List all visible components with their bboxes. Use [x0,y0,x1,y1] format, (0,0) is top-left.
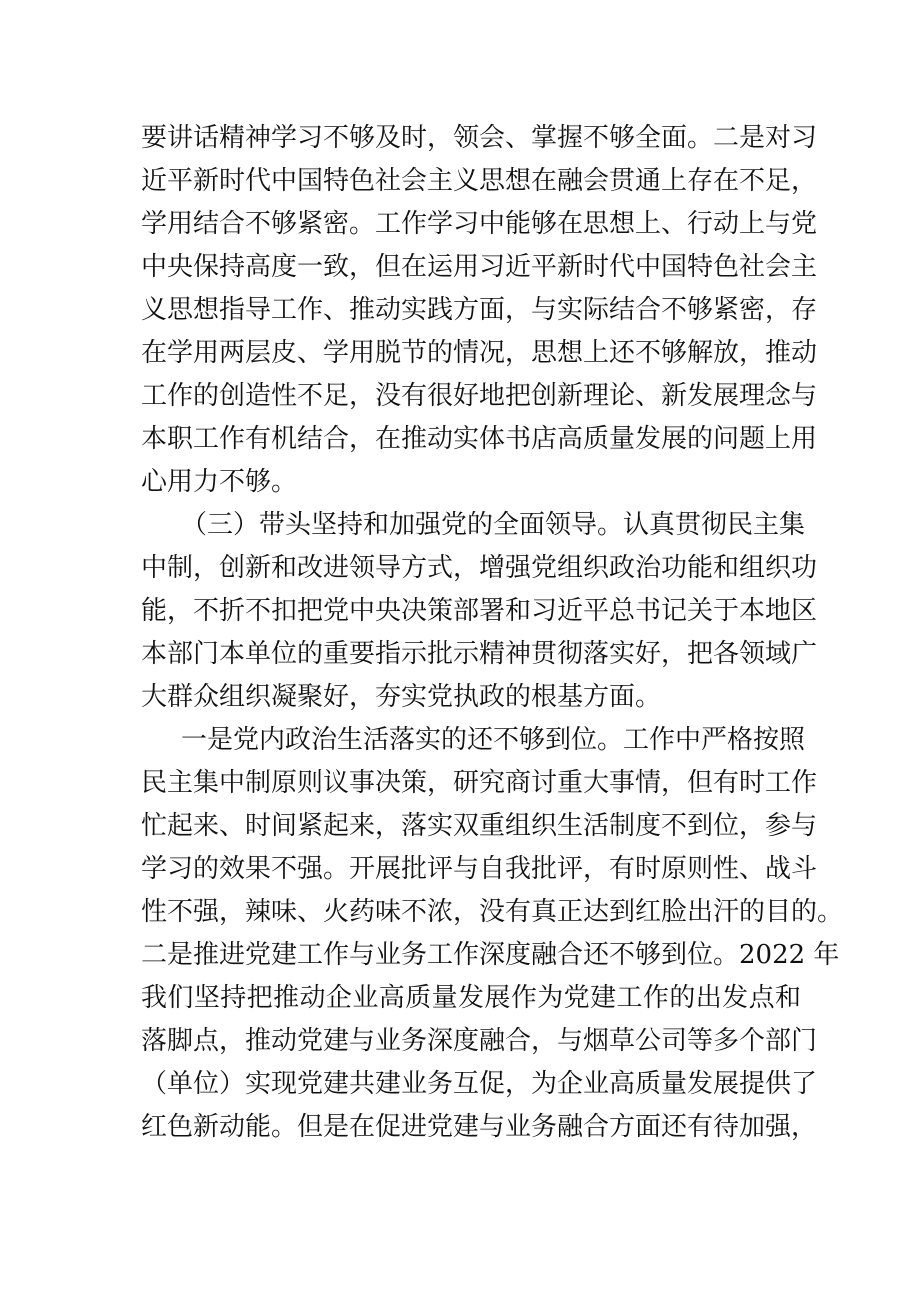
text-line-3: 学用结合不够紧密。工作学习中能够在思想上、行动上与党 [141,209,818,239]
text-line-8: 本职工作有机结合，在推动实体书店高质量发展的问题上用 [141,424,818,454]
text-line-19: 性不强，辣味、火药味不浓，没有真正达到红脸出汗的目的。 [141,897,844,927]
document-body [141,117,844,1149]
text-line-11: 中制，创新和改进领导方式，增强党组织政治功能和组织功 [141,553,818,583]
text-line-24: 红色新动能。但是在促进党建与业务融合方面还有待加强， [141,1112,818,1142]
text-line-22: 落脚点，推动党建与业务深度融合，与烟草公司等多个部门 [141,1026,818,1056]
text-line-12: 能，不折不扣把党中央决策部署和习近平总书记关于本地区 [141,596,818,626]
text-line-2: 近平新时代中国特色社会主义思想在融会贯通上存在不足， [141,166,818,196]
text-line-23: （单位）实现党建共建业务互促，为企业高质量发展提供了 [141,1069,818,1099]
paragraph-start-line: 一是党内政治生活落实的还不够到位。工作中严格按照 [181,725,806,755]
text-line-7: 工作的创造性不足，没有很好地把创新理论、新发展理念与 [141,381,818,411]
text-line-1: 要讲话精神学习不够及时，领会、掌握不够全面。二是对习 [141,123,818,153]
text-line-21: 我们坚持把推动企业高质量发展作为党建工作的出发点和 [141,983,801,1013]
text-line-13: 本部门本单位的重要指示批示精神贯彻落实好，把各领域广 [141,639,818,669]
text-line-16: 民主集中制原则议事决策，研究商讨重大事情，但有时工作 [141,768,818,798]
text-line-9: 心用力不够。 [141,467,298,497]
text-line-14: 大群众组织凝聚好，夯实党执政的根基方面。 [141,682,662,712]
text-line-17: 忙起来、时间紧起来，落实双重组织生活制度不到位，参与 [141,811,818,841]
text-line-20: 二是推进党建工作与业务工作深度融合还不够到位。2022 年 [141,940,840,970]
text-line-6: 在学用两层皮、学用脱节的情况，思想上还不够解放，推动 [141,338,818,368]
text-line-18: 学习的效果不强。开展批评与自我批评，有时原则性、战斗 [141,854,818,884]
text-line-5: 义思想指导工作、推动实践方面，与实际结合不够紧密，存 [141,295,818,325]
section-heading-line: （三）带头坚持和加强党的全面领导。认真贯彻民主集 [181,510,806,540]
text-line-4: 中央保持高度一致，但在运用习近平新时代中国特色社会主 [141,252,818,282]
